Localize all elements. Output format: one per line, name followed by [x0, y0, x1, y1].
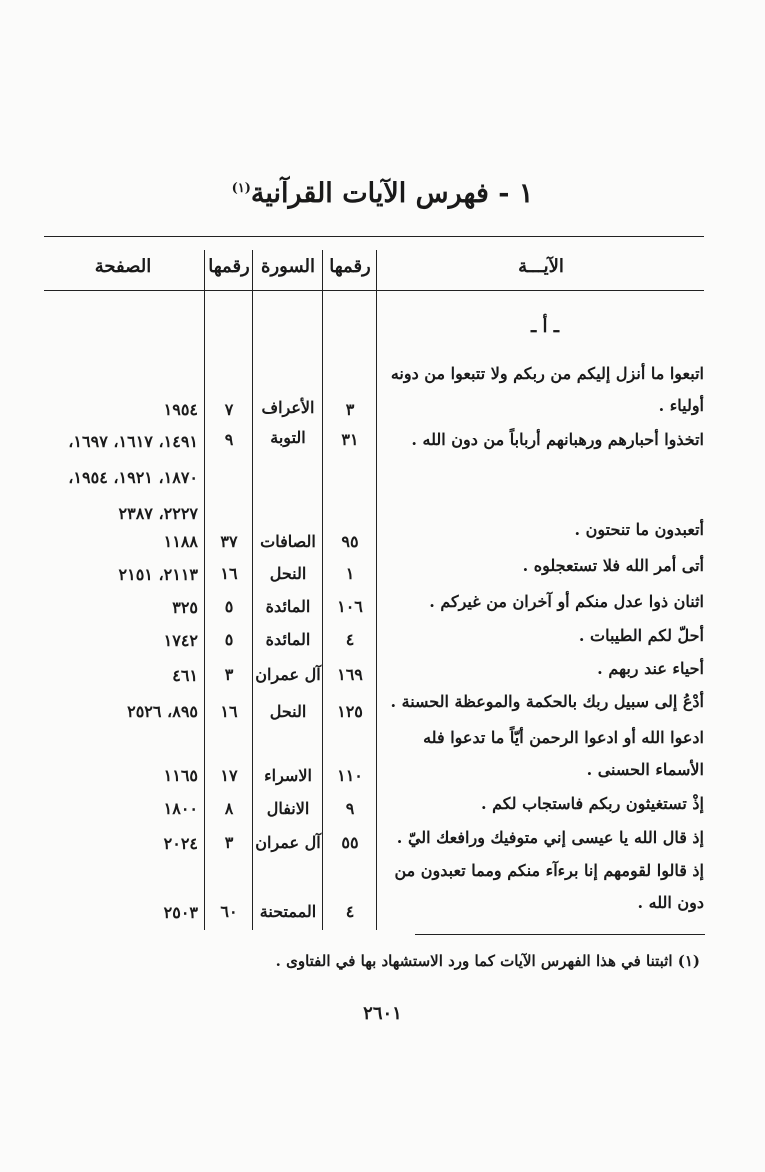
surah-name: التوبة [270, 428, 306, 447]
page-title [0, 178, 765, 209]
verse-number: ١ [345, 564, 355, 583]
surah-number: ١٦ [220, 564, 238, 583]
verse-text: أدْعُ إلى سبيل ربك بالحكمة والموعظة الحسنة . [390, 692, 704, 711]
table-top-rule [44, 236, 704, 237]
verse-text: أحياء عند ربهم . [597, 659, 704, 678]
column-divider [204, 250, 205, 930]
surah-number: ٨ [224, 799, 234, 818]
header-verse: الآيـــة [518, 256, 564, 277]
verse-text: إذ قالوا لقومهم إنا برءآء منكم ومما تعبدون من دون الله . [394, 861, 704, 912]
surah-number: ٦٠ [220, 902, 238, 921]
surah-name: الممتحنة [259, 902, 317, 921]
surah-name: آل عمران [255, 833, 321, 852]
verse-number: ١١٠ [337, 766, 363, 785]
verse-number: ٣ [345, 400, 355, 419]
page-refs: ١٤٩١، ١٦١٧، ١٦٩٧، ١٨٧٠، ١٩٢١، ١٩٥٤، ٢٢٢٧، ٢٣٨٧ [68, 432, 198, 523]
verse-text: ادعوا الله أو ادعوا الرحمن أيّاً ما تدعوا فله الأسماء الحسنى . [423, 728, 704, 779]
title-text: ١ - فهرس الآيات القرآنية [250, 178, 534, 209]
verse-text: اتخذوا أحبارهم ورهبانهم أرباباً من دون الله . [411, 430, 704, 449]
verse-text: اثنان ذوا عدل منكم أو آخران من غيركم . [429, 592, 704, 611]
surah-name: الانفال [266, 799, 310, 818]
verse-text: أحلّ لكم الطيبات . [578, 626, 704, 645]
page-refs: ٢١١٣، ٢١٥١ [118, 565, 198, 584]
verse-number: ٩ [345, 799, 355, 818]
column-divider [322, 250, 323, 930]
page-refs: ٢٥٠٣ [163, 903, 198, 922]
surah-name: آل عمران [255, 665, 321, 684]
surah-number: ٥ [224, 597, 234, 616]
page-refs: ١٧٤٢ [163, 631, 198, 650]
verse-text: إذ قال الله يا عيسى إني متوفيك ورافعك اليّ . [396, 828, 704, 847]
header-page: الصفحة [94, 256, 152, 277]
verse-number: ١٦٩ [337, 665, 363, 684]
column-divider [252, 250, 253, 930]
verse-number: ٣١ [341, 430, 359, 449]
title-footnote-marker: (١) [231, 181, 251, 196]
page-refs: ٨٩٥، ٢٥٢٦ [127, 702, 198, 721]
verse-number: ٤ [345, 902, 355, 921]
page-refs: ١١٨٨ [163, 532, 198, 551]
surah-number: ٣٧ [220, 532, 238, 551]
table-header-rule [44, 290, 704, 291]
header-verse-number: رقمها [329, 256, 371, 277]
surah-number: ٩ [224, 430, 234, 449]
page-refs: ١٩٥٤ [163, 400, 198, 419]
verse-number: ١٢٥ [337, 702, 363, 721]
page-refs: ١١٦٥ [163, 766, 198, 785]
header-surah: السورة [261, 256, 315, 277]
section-letter: ـ أ ـ [530, 316, 560, 337]
verse-number: ٥٥ [341, 833, 359, 852]
surah-name: المائدة [265, 630, 311, 649]
surah-number: ١٦ [220, 702, 238, 721]
verse-text: إذْ تستغيثون ربكم فاستجاب لكم . [481, 794, 704, 813]
page-number: ٢٦٠١ [363, 1003, 402, 1024]
surah-number: ٣ [224, 665, 234, 684]
footnote-rule [415, 934, 705, 935]
surah-number: ٣ [224, 833, 234, 852]
surah-number: ١٧ [220, 766, 238, 785]
verse-text: اتبعوا ما أنزل إليكم من ربكم ولا تتبعوا من دونه أولياء . [390, 364, 704, 415]
verse-number: ٤ [345, 630, 355, 649]
verse-number: ٩٥ [341, 532, 359, 551]
surah-name: الصافات [260, 532, 316, 551]
verse-text: أتعبدون ما تنحتون . [574, 520, 704, 539]
footnote: (١) اثبتنا في هذا الفهرس الآيات كما ورد الاستشهاد بها في الفتاوى . [275, 952, 700, 970]
surah-number: ٥ [224, 630, 234, 649]
verse-text: أتى أمر الله فلا تستعجلوه . [522, 556, 704, 575]
header-surah-number: رقمها [208, 256, 250, 277]
page-refs: ١٨٠٠ [163, 799, 198, 818]
surah-number: ٧ [224, 400, 234, 419]
column-divider [376, 250, 377, 930]
surah-name: المائدة [265, 597, 311, 616]
surah-name: النحل [269, 564, 307, 583]
page-refs: ٢٠٢٤ [163, 834, 198, 853]
surah-name: النحل [269, 702, 307, 721]
surah-name: الاسراء [264, 766, 312, 785]
verse-number: ١٠٦ [337, 597, 363, 616]
surah-name: الأعراف [261, 398, 315, 417]
page-refs: ٣٢٥ [172, 598, 198, 617]
page-refs: ٤٦١ [172, 666, 198, 685]
